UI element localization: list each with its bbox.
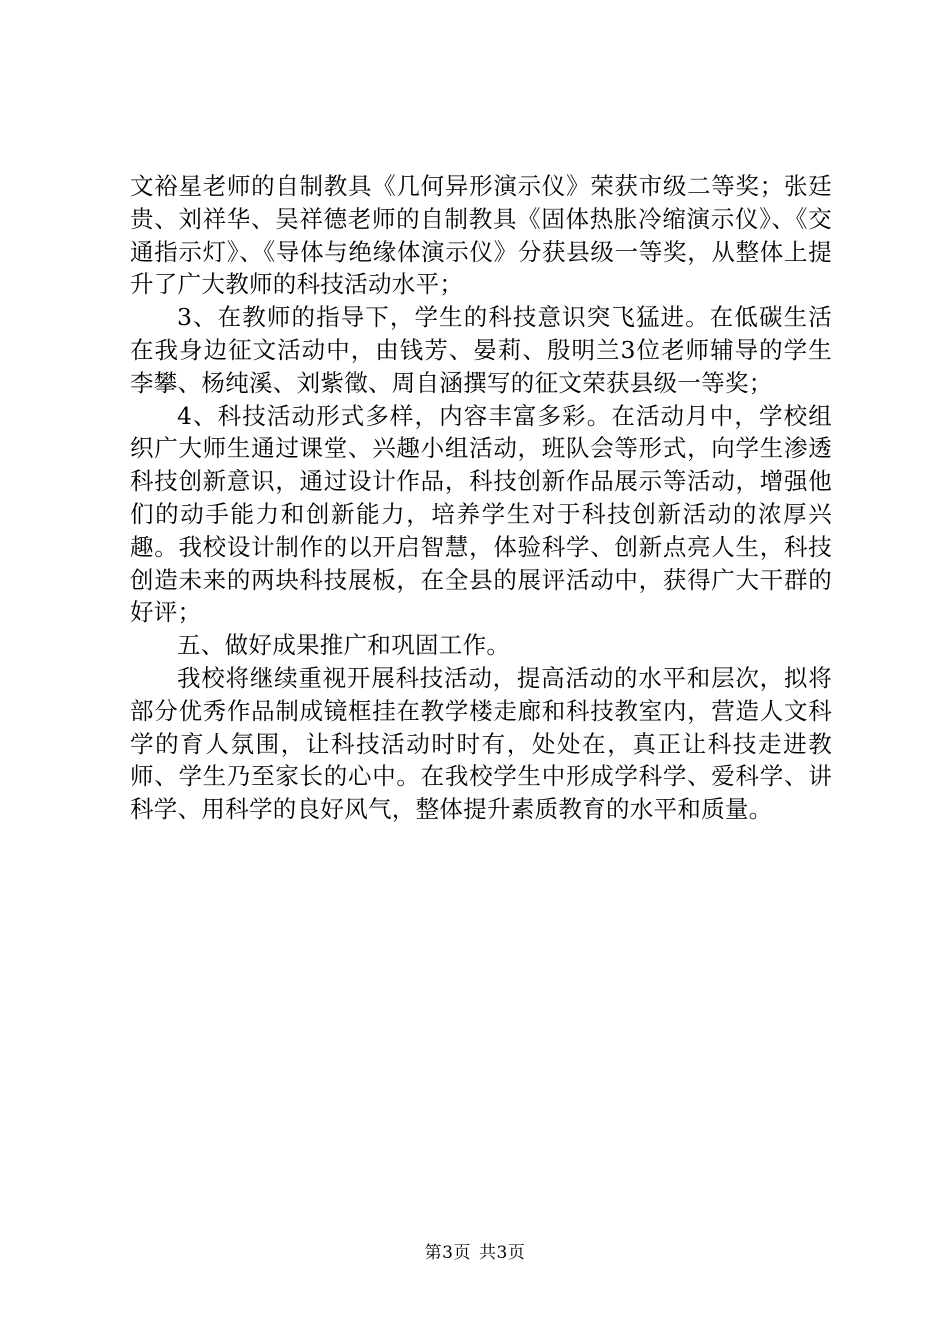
paragraph-activity-forms: 4、科技活动形式多样，内容丰富多彩。在活动月中，学校组织广大师生通过课堂、兴趣小组活动，班队会等形式，向学生渗透科技创新意识，通过设计作品，科技创新作品展示等活动，增强他们的动手能力和创新能力，培养学生对于科技创新活动的浓厚兴趣。我校设计制作的以开启智慧，体验科学、创新点亮人生，科技创造未来的两块科技展板，在全县的展评活动中，获得广大干群的好评；: [130, 401, 832, 627]
page-total: 共3页: [479, 1243, 526, 1263]
page-number: 第3页: [424, 1243, 471, 1263]
document-body: [130, 170, 832, 826]
paragraph-awards-teachers: 文裕星老师的自制教具《几何异形演示仪》荣获市级二等奖；张廷贵、刘祥华、吴祥德老师的自制教具《固体热胀冷缩演示仪》、《交通指示灯》、《导体与绝缘体演示仪》分获县级一等奖，从整体上提升了广大教师的科技活动水平；: [130, 172, 832, 299]
paragraph-future-plans: 我校将继续重视开展科技活动，提高活动的水平和层次，拟将部分优秀作品制成镜框挂在教学楼走廊和科技教室内，营造人文科学的育人氛围，让科技活动时时有，处处在，真正让科技走进教师、学生乃至家长的心中。在我校学生中形成学科学、爱科学、讲科学、用科学的良好风气，整体提升素质教育的水平和质量。: [130, 663, 832, 824]
paragraph-student-awareness: 3、在教师的指导下，学生的科技意识突飞猛进。在低碳生活在我身边征文活动中，由钱芳、晏莉、殷明兰3位老师辅导的学生李攀、杨纯溪、刘紫徵、周自涵撰写的征文荣获县级一等奖；: [130, 303, 832, 397]
section-heading-promotion: 五、做好成果推广和巩固工作。: [177, 631, 511, 660]
page-footer: [0, 1242, 950, 1264]
